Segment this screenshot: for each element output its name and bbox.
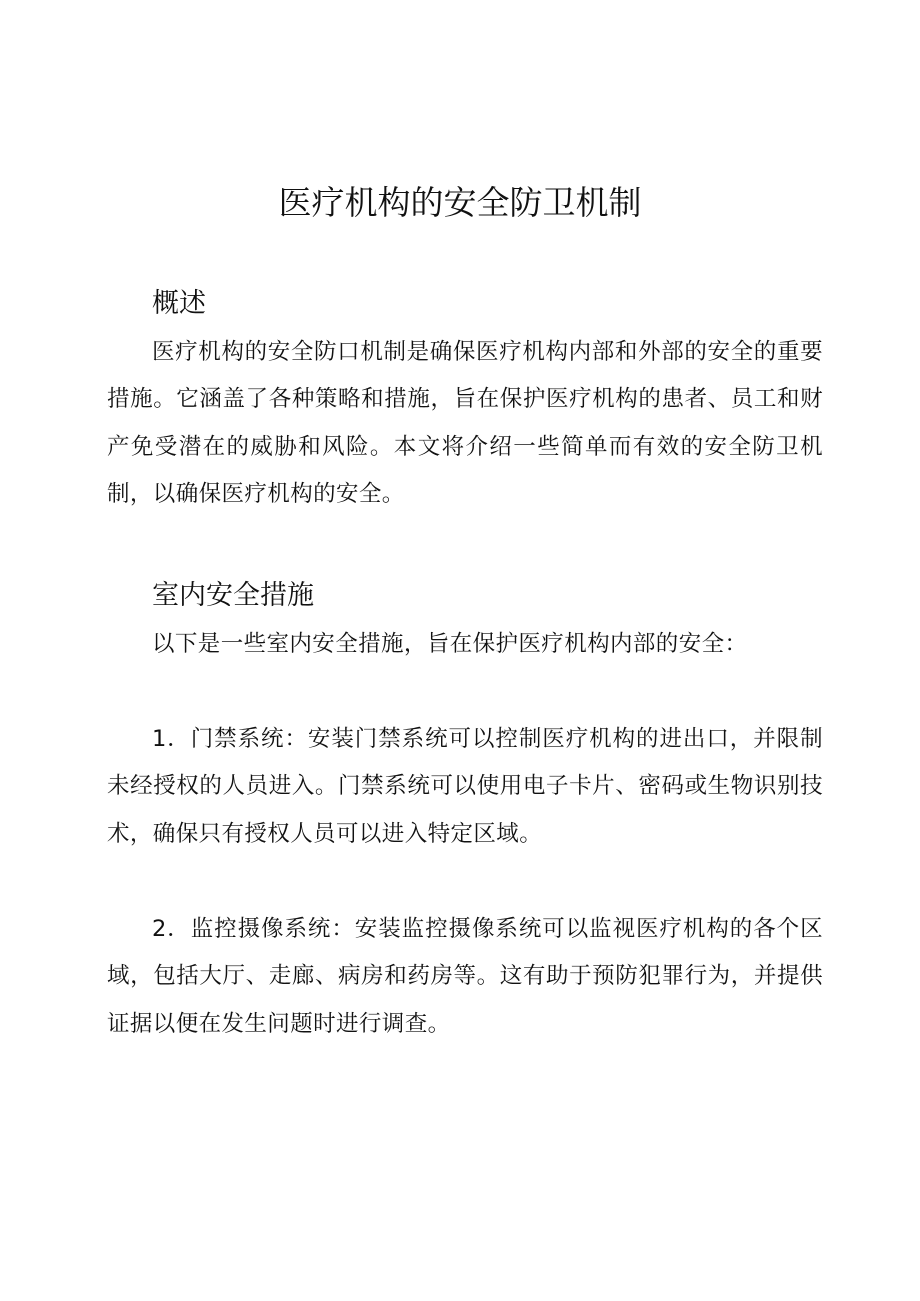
paragraph-access-control: 1．门禁系统：安装门禁系统可以控制医疗机构的进出口，并限制未经授权的人员进入。门禁系统可以使用电子卡片、密码或生物识别技术，确保只有授权人员可以进入特定区域。 <box>107 726 823 847</box>
section-heading-indoor-security: 室内安全措施 <box>152 580 314 611</box>
paragraph-surveillance: 2．监控摄像系统：安装监控摄像系统可以监视医疗机构的各个区域，包括大厅、走廊、病房和药房等。这有助于预防犯罪行为，并提供证据以便在发生问题时进行调查。 <box>107 916 823 1037</box>
section-heading-overview: 概述 <box>152 288 206 319</box>
document-title: 医疗机构的安全防卫机制 <box>278 183 642 222</box>
paragraph-indoor-intro: 以下是一些室内安全措施，旨在保护医疗机构内部的安全： <box>152 631 748 657</box>
paragraph-overview: 医疗机构的安全防口机制是确保医疗机构内部和外部的安全的重要措施。它涵盖了各种策略和措施，旨在保护医疗机构的患者、员工和财产免受潜在的威胁和风险。本文将介绍一些简单而有效的安全防卫机制，以确保医疗机构的安全。 <box>107 339 823 507</box>
